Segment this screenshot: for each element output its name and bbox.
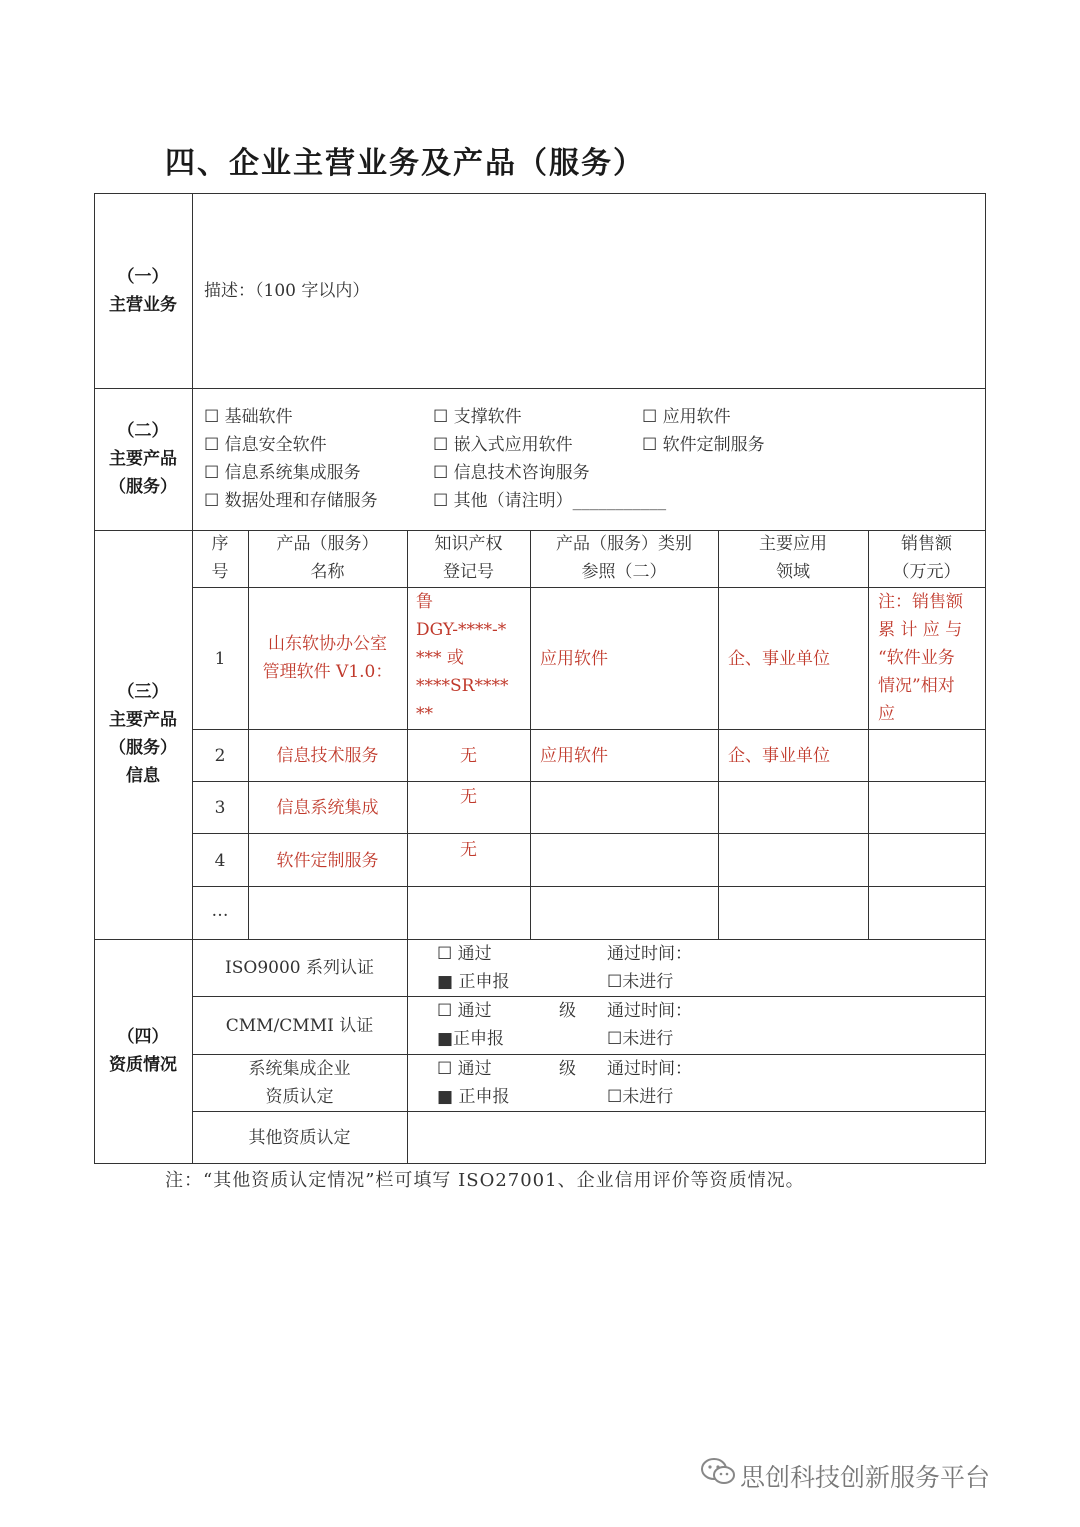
table-border-top: [94, 193, 986, 194]
header-ip-registration: 登记号: [443, 562, 494, 582]
sec2-label-c: （服务）: [109, 477, 177, 497]
header-sales: 销售额: [901, 534, 952, 554]
row1-ip-registration[interactable]: 鲁: [416, 592, 433, 612]
row1-product-name[interactable]: 山东软协办公室: [268, 634, 387, 654]
grid-line: [718, 530, 719, 940]
qual-cmmi-applying-checkbox[interactable]: ■正申报: [437, 1029, 505, 1049]
product-checkbox-system-integration[interactable]: ☐ 信息系统集成服务: [204, 463, 361, 483]
grid-line: [192, 587, 986, 588]
row2-no: 2: [214, 746, 226, 766]
qual-cmmi-name: CMM/CMMI 认证: [225, 1016, 374, 1036]
grid-line: [530, 530, 531, 940]
qual-integration-applying-checkbox[interactable]: ■ 正申报: [437, 1087, 510, 1107]
qual-other-input[interactable]: [408, 1112, 984, 1162]
row1-sales-note[interactable]: “软件业务: [878, 648, 955, 668]
product-checkbox-support-software[interactable]: ☐ 支撑软件: [433, 407, 522, 427]
qual-integration-time: 通过时间：: [607, 1059, 692, 1079]
header-category: 产品（服务）类别: [556, 534, 692, 554]
sec1-label-a: （一）: [117, 267, 169, 287]
row4-no: 4: [214, 851, 226, 871]
qual-integration-name: 资质认定: [265, 1087, 334, 1107]
grid-line: [192, 781, 986, 782]
row3-no: 3: [214, 798, 226, 818]
qual-iso9000-applying-checkbox[interactable]: ■ 正申报: [437, 972, 510, 992]
header-sales: （万元）: [892, 562, 961, 582]
qual-integration-level[interactable]: 级: [559, 1059, 576, 1079]
row3-ip-registration[interactable]: 无: [460, 787, 477, 807]
row1-no: 1: [214, 649, 226, 669]
header-product-name: 产品（服务）: [276, 534, 379, 554]
header-application-field: 主要应用: [759, 534, 827, 554]
sec3-label-d: 信息: [126, 766, 160, 786]
header-category: 参照（二）: [581, 562, 667, 582]
row1-ip-registration[interactable]: **: [416, 704, 433, 724]
sec2-label-a: （二）: [117, 421, 169, 441]
grid-line: [192, 886, 986, 887]
row1-sales-note[interactable]: 注：销售额: [878, 592, 963, 612]
row4-ip-registration[interactable]: 无: [460, 840, 477, 860]
qual-iso9000-time: 通过时间：: [607, 944, 692, 964]
row1-product-name[interactable]: 管理软件 V1.0：: [262, 662, 393, 682]
sec3-label-b: 主要产品: [109, 710, 177, 730]
header-ip-registration: 知识产权: [434, 534, 503, 554]
row5-ellipsis: …: [211, 901, 229, 921]
row3-product-name[interactable]: 信息系统集成: [276, 798, 379, 818]
qual-integration-name: 系统集成企业: [248, 1059, 351, 1079]
row1-category[interactable]: 应用软件: [540, 649, 608, 669]
sec3-label-a: （三）: [117, 682, 169, 702]
qual-iso9000-name: ISO9000 系列认证: [225, 958, 374, 978]
qual-cmmi-level[interactable]: 级: [559, 1001, 576, 1021]
qual-cmmi-notyet-checkbox[interactable]: ☐未进行: [607, 1029, 674, 1049]
table-border-bottom: [94, 1163, 986, 1164]
grid-line: [192, 729, 986, 730]
sec3-label-c: （服务）: [109, 738, 177, 758]
row1-ip-registration[interactable]: DGY-****-*: [416, 620, 507, 640]
grid-line: [868, 530, 869, 940]
sec2-label-b: 主要产品: [109, 449, 177, 469]
product-checkbox-security-software[interactable]: ☐ 信息安全软件: [204, 435, 327, 455]
header-product-name: 名称: [310, 562, 345, 582]
qual-other-name: 其他资质认定: [248, 1128, 351, 1148]
page-title: 四、企业主营业务及产品（服务）: [165, 146, 645, 181]
qual-integration-notyet-checkbox[interactable]: ☐未进行: [607, 1087, 674, 1107]
watermark-text: 思创科技创新服务平台: [740, 1463, 991, 1492]
sec4-label-b: 资质情况: [109, 1055, 177, 1075]
row2-application-field[interactable]: 企、事业单位: [728, 746, 830, 766]
product-checkbox-embedded-software[interactable]: ☐ 嵌入式应用软件: [433, 435, 573, 455]
row1-sales-note[interactable]: 应: [878, 704, 895, 724]
product-checkbox-basic-software[interactable]: ☐ 基础软件: [204, 407, 293, 427]
qual-integration-pass-checkbox[interactable]: ☐ 通过: [437, 1059, 492, 1079]
row1-sales-note[interactable]: 累 计 应 与: [878, 620, 963, 640]
section-divider-3: [94, 939, 986, 940]
header-no: 序: [211, 534, 229, 554]
product-checkbox-it-consulting[interactable]: ☐ 信息技术咨询服务: [433, 463, 590, 483]
product-checkbox-application-software[interactable]: ☐ 应用软件: [642, 407, 731, 427]
row1-application-field[interactable]: 企、事业单位: [728, 649, 830, 669]
row1-sales-note[interactable]: 情况”相对: [878, 676, 955, 696]
qual-iso9000-notyet-checkbox[interactable]: ☐未进行: [607, 972, 674, 992]
business-description[interactable]: 描述：（100 字以内）: [204, 281, 370, 301]
row1-ip-registration[interactable]: ****SR****: [416, 676, 509, 696]
header-application-field: 领域: [776, 562, 810, 582]
product-checkbox-data-processing[interactable]: ☐ 数据处理和存储服务: [204, 491, 378, 511]
header-no: 号: [211, 562, 229, 582]
row2-ip-registration[interactable]: 无: [460, 746, 477, 766]
row2-product-name[interactable]: 信息技术服务: [276, 746, 379, 766]
product-checkbox-other[interactable]: ☐ 其他（请注明）___________: [433, 491, 667, 511]
qual-cmmi-time: 通过时间：: [607, 1001, 692, 1021]
product-checkbox-custom-software-service[interactable]: ☐ 软件定制服务: [642, 435, 765, 455]
row1-ip-registration[interactable]: *** 或: [416, 648, 464, 668]
table-border-right: [985, 193, 986, 1164]
grid-line: [192, 833, 986, 834]
sec4-label-a: （四）: [117, 1027, 169, 1047]
sec1-label-b: 主营业务: [109, 295, 177, 315]
qual-cmmi-pass-checkbox[interactable]: ☐ 通过: [437, 1001, 492, 1021]
row2-category[interactable]: 应用软件: [540, 746, 608, 766]
wechat-icon: [700, 1456, 736, 1492]
grid-line: [248, 530, 249, 940]
grid-line: [407, 530, 408, 940]
section-divider-1: [94, 388, 986, 389]
qual-iso9000-pass-checkbox[interactable]: ☐ 通过: [437, 944, 492, 964]
grid-line: [192, 996, 986, 997]
row4-product-name[interactable]: 软件定制服务: [276, 851, 379, 871]
footnote: 注：“其他资质认定情况”栏可填写 ISO27001、企业信用评价等资质情况。: [165, 1170, 805, 1191]
